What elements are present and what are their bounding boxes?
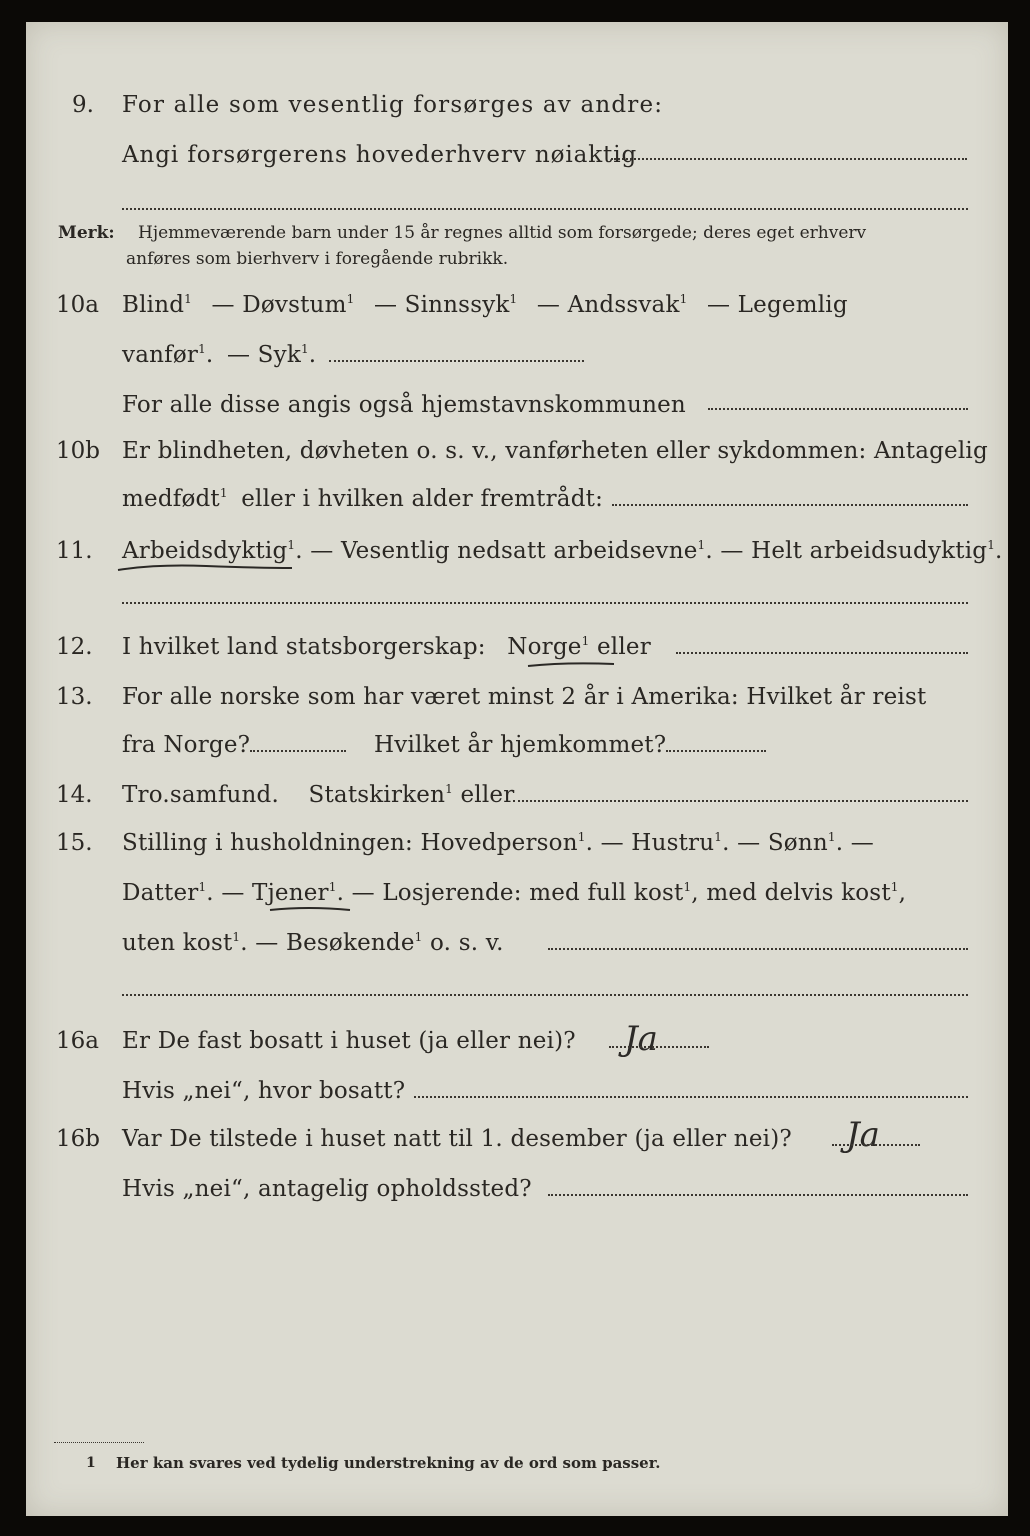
q12-answer-line[interactable] [676,652,968,654]
option-udyktig[interactable]: . — Helt arbeidsudyktig [705,538,988,564]
option-nedsatt[interactable]: . — Vesentlig nedsatt arbeidsevne [295,538,698,564]
q15-dash2: . — [206,880,245,906]
q13-hjemkommet-answer-line[interactable] [666,750,766,752]
q15-comma: , [898,880,907,906]
footnote-ref: 1 [232,930,241,944]
option-medfodt[interactable]: medfødt [122,486,220,512]
footnote-ref: 1 [346,292,355,306]
footnote-ref: 1 [287,538,296,552]
q16a-line1: Er De fast bosatt i huset (ja eller nei)? [122,1028,576,1054]
q16a-answer-line[interactable] [609,1046,709,1048]
q16a-bosatt-answer-line[interactable] [414,1096,968,1098]
option-dovstum[interactable]: — Døvstum [211,292,347,318]
option-hovedperson[interactable]: Stilling i husholdningen: Hovedperson [122,830,578,856]
merk-line1: Hjemmeværende barn under 15 år regnes alltid som forsørgede; deres eget erhverv [138,223,867,243]
footnote-ref: 1 [414,930,423,944]
q15-separator-line [122,994,968,996]
merk-label: Merk: [58,223,115,243]
tjener-underline [268,902,354,918]
norge-underline [526,656,618,672]
footnote-ref: 1 [219,486,228,500]
option-andssvak[interactable]: — Andssvak [536,292,680,318]
footnote-ref: 1 [198,880,207,894]
option-statskirken[interactable]: Statskirken [308,782,446,808]
option-vanfor[interactable]: vanfør [122,342,199,368]
footnote-ref: 1 [577,830,586,844]
footnote-ref: 1 [714,830,723,844]
q16b-line1: Var De tilstede i huset natt til 1. desember (ja eller nei)? [122,1126,792,1152]
q16b-opholdssted-answer-line[interactable] [548,1194,968,1196]
q11-separator-line [122,602,968,604]
option-legemlig[interactable]: — Legemlig [706,292,848,318]
q16b-number: 16b [56,1126,100,1152]
option-tjener[interactable]: Tjener [252,880,329,906]
q10a-hjemstavn-answer-line[interactable] [708,408,968,410]
q15-osv: o. s. v. [422,930,504,956]
q10b-line1: Er blindheten, døvheten o. s. v., vanførheten eller sykdommen: Antagelig [122,438,988,464]
option-blind[interactable]: Blind [122,292,185,318]
footnote-ref: 1 [683,880,692,894]
option-syk[interactable]: — Syk [226,342,301,368]
q9-number: 9. [72,92,94,118]
q10b-number: 10b [56,438,100,464]
q14-answer-line[interactable] [513,800,968,802]
q14-line [122,780,514,810]
q13-reist-answer-line[interactable] [250,750,346,752]
footnote-ref: 1 [300,342,309,356]
footnote-ref: 1 [509,292,518,306]
q10a-number: 10a [56,292,99,318]
footnote-ref: 1 [198,342,206,356]
footnote-ref: 1 [581,634,590,648]
q12-label: I hvilket land statsborgerskap: [122,634,486,660]
q9-separator-line [122,208,968,210]
footnote-ref: 1 [328,880,337,894]
option-sonn[interactable]: . — Sønn [722,830,828,856]
q13-line2a: fra Norge? [122,732,251,758]
q15-answer-line[interactable] [548,948,968,950]
option-eller[interactable]: eller [596,634,651,660]
q10a-syk-answer-line[interactable] [329,360,584,362]
q10a-line2: vanfør$^1$. — Syk$^1$. [122,342,317,368]
option-norge[interactable]: Norge [507,634,582,660]
q14-label: Tro.samfund. [122,782,279,808]
q13-line2b: Hvilket år hjemkommet? [374,732,667,758]
q13-number: 13. [56,684,93,710]
footnote-ref: 1 [827,830,836,844]
q16a-handwritten-answer: Ja [624,1019,658,1059]
q11-line: Arbeidsdyktig$^1$. — Vesentlig nedsatt arbeidsevne$^1$. — Helt arbeidsudyktig$^1$. [122,538,1003,564]
footnote-ref: 1 [890,880,899,894]
footnote-ref: 1 [184,292,192,306]
q16b-handwritten-answer: Ja [846,1115,880,1155]
option-datter[interactable]: Datter [122,880,199,906]
q11-number: 11. [56,538,93,564]
q9-line2: Angi forsørgerens hovederhverv nøiaktig [122,142,638,168]
footnote-ref: 1 [445,782,453,796]
q15-line1 [122,828,874,858]
merk-line2: anføres som bierhverv i foregående rubrikk. [126,249,509,269]
q10b-answer-line[interactable] [612,504,968,506]
option-besokende[interactable]: . — Besøkende [240,930,415,956]
option-hustru[interactable]: . — Hustru [585,830,715,856]
q16b-line2: Hvis „nei“, antagelig opholdssted? [122,1176,532,1202]
footnote-text: Her kan svares ved tydelig understrekning av de ord som passer. [116,1454,661,1472]
q10a-line3: For alle disse angis også hjemstavnskommunen [122,392,686,418]
option-full-kost[interactable]: . — Losjerende: med full kost [336,880,684,906]
footnote-ref: 1 [679,292,688,306]
option-sinnssyk[interactable]: — Sinnssyk [373,292,510,318]
footnote-rule [54,1442,144,1443]
q15-line3 [122,928,504,958]
option-arbeidsdyktig[interactable]: Arbeidsdyktig [122,538,288,564]
q10b-alder-label: eller i hvilken alder fremtrådt: [241,486,604,512]
q10a-line1 [122,290,848,320]
q10b-line2 [122,484,603,514]
q16b-answer-line[interactable] [832,1144,920,1146]
q15-dash: . — [835,830,874,856]
census-form-page [26,22,1008,1516]
q9-answer-line[interactable] [611,158,967,160]
footnote-ref: 1 [987,538,996,552]
option-uten-kost[interactable]: uten kost [122,930,233,956]
arbeidsdyktig-underline [116,560,296,576]
q13-line1: For alle norske som har været minst 2 år i Amerika: Hvilket år reist [122,684,927,710]
q16a-number: 16a [56,1028,99,1054]
q14-number: 14. [56,782,93,808]
q15-number: 15. [56,830,93,856]
q15-line2 [122,878,906,908]
option-delvis-kost[interactable]: , med delvis kost [691,880,891,906]
q9-line1: For alle som vesentlig forsørges av andre: [122,92,664,118]
q16a-line2: Hvis „nei“, hvor bosatt? [122,1078,406,1104]
option-eller-14[interactable]: eller [460,782,515,808]
footnote-ref: 1 [697,538,706,552]
q12-number: 12. [56,634,93,660]
footnote-mark: 1 [86,1455,96,1471]
